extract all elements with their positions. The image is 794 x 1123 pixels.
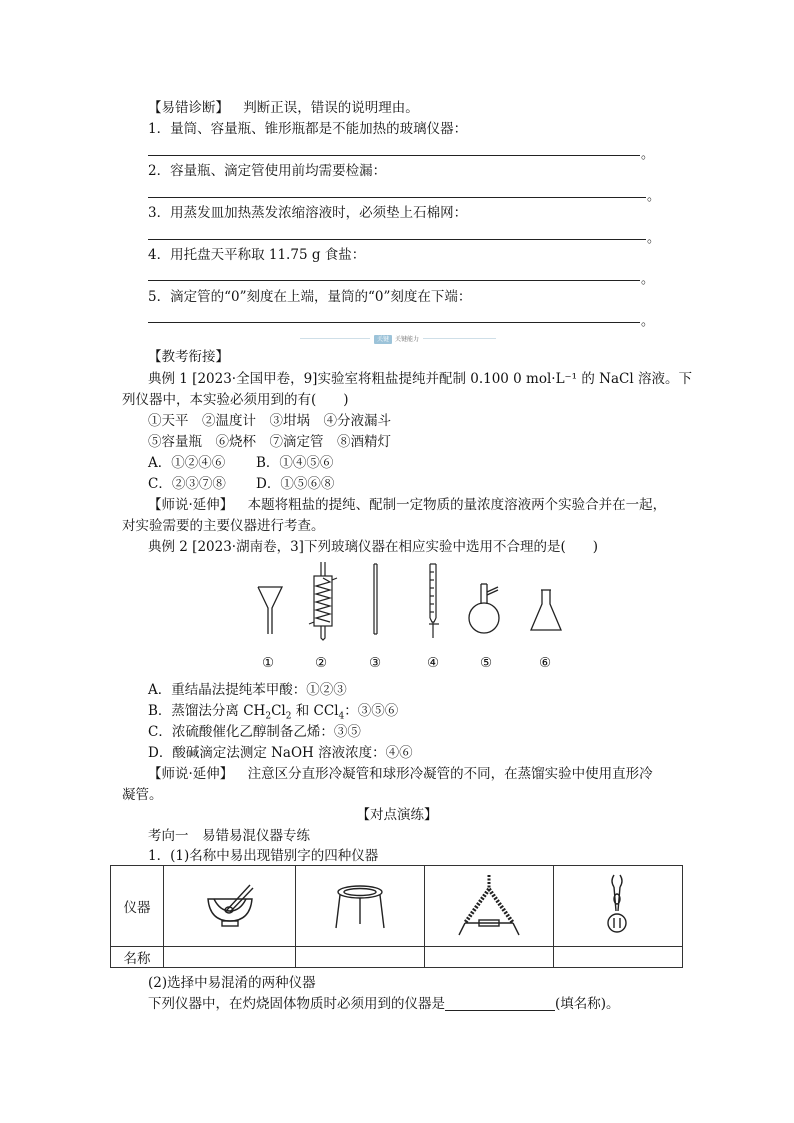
diag-item-4: 4．用托盘天平称取 11.75 g 食盐： <box>148 247 366 263</box>
answer-line-4[interactable] <box>148 280 640 281</box>
ex1-option-d[interactable]: D．①⑤⑥⑧ <box>256 476 335 492</box>
clay-triangle-icon <box>457 873 521 939</box>
end-mark-3: 。 <box>647 231 661 246</box>
ex1-option-c[interactable]: C．②③⑦⑧ <box>148 476 226 492</box>
note1-text1: 本题将粗盐的提纯、配制一定物质的量浓度溶液两个实验合并在一起， <box>247 497 667 513</box>
row-label-instrument-text: 仪器 <box>123 900 151 916</box>
funnel-icon <box>258 587 282 634</box>
note1-text2: 对实验需要的主要仪器进行考查。 <box>122 518 325 534</box>
answer-line-3[interactable] <box>148 239 646 240</box>
divider-badge: 关键 <box>374 335 392 344</box>
answer-line-1[interactable] <box>148 155 640 156</box>
name-input-2[interactable] <box>296 947 425 968</box>
note1-line1 <box>148 496 666 514</box>
burette-icon <box>429 564 439 638</box>
cell-mortar <box>164 866 296 947</box>
row-label-name-text: 名称 <box>123 951 151 967</box>
diag-instruction: 判断正误，错误的说明理由。 <box>243 100 419 116</box>
conical-flask-icon <box>531 590 561 630</box>
distilling-flask-icon <box>469 584 499 633</box>
divider-label: 关键能力 <box>395 336 420 343</box>
cell-tripod <box>296 866 425 947</box>
ex2-b-mid2: 和 CCl <box>291 703 339 719</box>
q1-2-post: (填名称)。 <box>555 996 620 1012</box>
row-label-name <box>111 947 164 968</box>
note2-heading: 【师说·延伸】 <box>148 766 234 782</box>
glass-label-3: ③ <box>369 655 382 671</box>
ex1-option-b[interactable]: B．①④⑤⑥ <box>256 455 334 471</box>
note2-text2: 凝管。 <box>122 787 163 803</box>
glassware-figure <box>250 560 570 642</box>
glass-label-2: ② <box>315 655 328 671</box>
diag-item-1: 1．量筒、容量瓶、锥形瓶都是不能加热的玻璃仪器： <box>148 121 468 137</box>
note2-line1 <box>148 765 653 783</box>
diag-heading-line <box>148 99 419 117</box>
glass-label-6: ⑥ <box>539 655 552 671</box>
ex2-line: 典例 2 [2023·湖南卷，3]下列玻璃仪器在相应实验中选用不合理的是( ) <box>148 539 598 555</box>
drill-q1-2: (2)选择中易混淆的两种仪器 <box>148 975 316 991</box>
answer-line-2[interactable] <box>148 197 646 198</box>
drill-q1-2-line <box>148 995 620 1013</box>
ex2-b-sub2: 2 <box>285 711 292 722</box>
ex1-option-a[interactable]: A．①②④⑥ <box>148 455 226 471</box>
cell-triangle <box>425 866 554 947</box>
ex2-b-post: ：③⑤⑥ <box>344 703 399 719</box>
answer-blank-burning[interactable] <box>445 996 555 1011</box>
instrument-table <box>110 865 683 968</box>
ex1-line1: 典例 1 [2023·全国甲卷，9]实验室将粗盐提纯并配制 0.100 0 mol·L⁻¹ 的 NaCl 溶液。下 <box>148 371 692 387</box>
ex2-b-pre: B．蒸馏法分离 CH <box>148 703 266 719</box>
drill-q1: 1．(1)名称中易出现错别字的四种仪器 <box>148 848 379 864</box>
q1-2-pre: 下列仪器中，在灼烧固体物质时必须用到的仪器是 <box>148 996 445 1012</box>
glass-label-5: ⑤ <box>480 655 493 671</box>
note1-heading: 【师说·延伸】 <box>148 497 234 513</box>
ex1-line2: 列仪器中，本实验必须用到的有( ) <box>122 392 349 408</box>
drill-heading: 【对点演练】 <box>356 807 438 823</box>
ex2-option-c[interactable]: C．浓硫酸催化乙醇制备乙烯：③⑤ <box>148 724 361 740</box>
coil-condenser-icon <box>309 562 337 640</box>
name-input-3[interactable] <box>425 947 554 968</box>
name-input-4[interactable] <box>554 947 683 968</box>
link-heading: 【教考衔接】 <box>148 349 229 365</box>
drill-topic: 考向一 易错易混仪器专练 <box>148 828 310 844</box>
glass-rod-icon <box>374 564 377 634</box>
diag-item-2: 2．容量瓶、滴定管使用前均需要检漏： <box>148 163 387 179</box>
note2-text1: 注意区分直形冷凝管和球形冷凝管的不同，在蒸馏实验中使用直形冷 <box>247 766 653 782</box>
glass-label-1: ① <box>262 655 275 671</box>
ex1-list2: ⑤容量瓶 ⑥烧杯 ⑦滴定管 ⑧酒精灯 <box>148 434 391 450</box>
end-mark-5: 。 <box>641 314 655 329</box>
end-mark-2: 。 <box>647 189 661 204</box>
ex2-b-sub1: 2 <box>265 711 272 722</box>
answer-line-5[interactable] <box>148 322 640 323</box>
glass-label-4: ④ <box>427 655 440 671</box>
end-mark-4: 。 <box>641 272 655 287</box>
ex1-list1: ①天平 ②温度计 ③坩埚 ④分液漏斗 <box>148 413 391 429</box>
diag-item-3: 3．用蒸发皿加热蒸发浓缩溶液时，必须垫上石棉网： <box>148 205 468 221</box>
name-input-1[interactable] <box>164 947 296 968</box>
tripod-icon <box>330 878 390 934</box>
ex2-b-mid: Cl <box>271 703 286 719</box>
ex2-b-sub3: 4 <box>338 711 345 722</box>
divider-tag <box>370 331 423 346</box>
end-mark-1: 。 <box>641 147 655 162</box>
ex2-option-a[interactable]: A．重结晶法提纯苯甲酸：①②③ <box>148 682 347 698</box>
diag-heading: 【易错诊断】 <box>148 100 229 116</box>
cell-crucible-tongs <box>554 866 683 947</box>
ex2-option-d[interactable]: D．酸碱滴定法测定 NaOH 溶液浓度：④⑥ <box>148 745 413 761</box>
diag-item-5: 5．滴定管的“0”刻度在上端，量筒的“0”刻度在下端： <box>148 289 472 305</box>
crucible-tongs-icon <box>598 871 638 941</box>
row-label-instrument <box>111 866 164 947</box>
mortar-pestle-icon <box>200 881 260 931</box>
